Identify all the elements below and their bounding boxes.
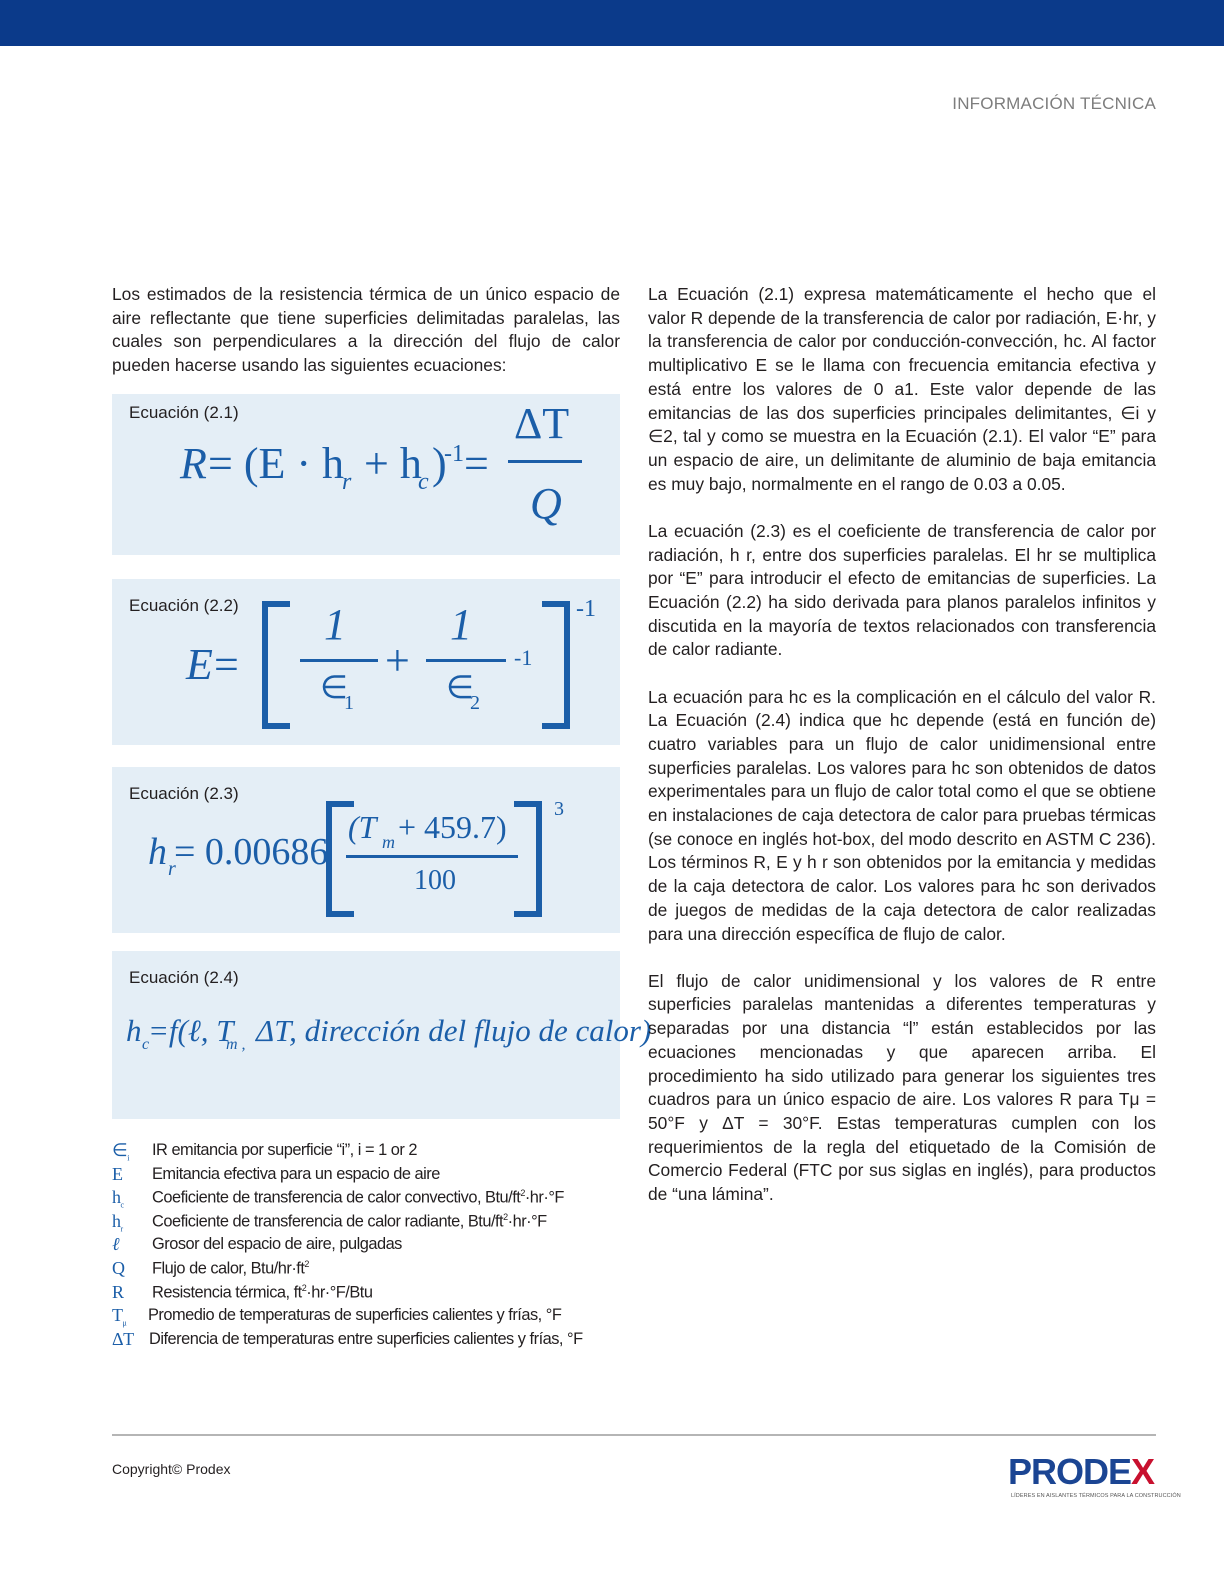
- eq2-outer-exponent: -1: [576, 596, 596, 622]
- legend-text: Promedio de temperaturas de superficies calientes y frías, °F: [148, 1306, 562, 1325]
- legend-row: [112, 1140, 632, 1164]
- logo-wordmark: PRODEX: [1008, 1451, 1155, 1492]
- intro-paragraph: Los estimados de la resistencia térmica de un único espacio de aire reflectante que tiene superficies delimitadas paralelas, las cuales son perpendiculares a la dirección del flujo de calor pueden hacerse usando las siguientes ecuaciones:: [112, 284, 620, 376]
- eq2-plus: +: [385, 636, 410, 685]
- right-column: [648, 283, 1156, 1230]
- eq4-function-rest: ΔT, dirección del flujo de calor): [256, 1013, 652, 1048]
- body-paragraph: La ecuación (2.3) es el coeficiente de transferencia de calor por radiación, h r, entre dos superficies paralelas. El hr se multiplica por “E” para introducir el efecto de emitancias de superficies. La Ecuación (2.2) ha sido derivada para planos paralelos infinitos y discutida en la mayoría de textos relacionados con transferencia de calor radiante.: [648, 520, 1156, 660]
- legend-symbol: $T_\mu$: [112, 1305, 127, 1328]
- eq4-h: h: [126, 1013, 142, 1048]
- legend-symbol: R: [112, 1281, 124, 1302]
- eq2-denominator-2-sub: 2: [470, 692, 480, 714]
- footer-divider: [112, 1434, 1156, 1436]
- eq2-denominator-1: ∈: [320, 669, 348, 705]
- eq1-sub-c: c: [418, 469, 429, 495]
- eq1-sub-r: r: [342, 469, 352, 495]
- equation-2-1-box: [112, 394, 620, 555]
- body-paragraph: El flujo de calor unidimensional y los valores de R entre superficies paralelas mantenidas a diferentes temperaturas y separadas por una distancia “l” están establecidos por las ecuaciones mencionadas y que aparecen arriba. El procedimiento ha sido utilizado para generar los siguientes tres cuadros para un único espacio de aire. Los valores R para Tμ = 50°F y ΔT = 30°F. Estas temperaturas cumplen con los requerimientos de la regla del etiquetado de la Comisión de Comercio Federal (FTC por sus siglas en inglés), para productos de “una lámina”.: [648, 970, 1156, 1205]
- legend-text: Coeficiente de transferencia de calor radiante, Btu/$ft^2\cdot hr\cdot^\circ F$: [152, 1211, 547, 1231]
- eq4-function-open: =f(ℓ, T: [148, 1013, 234, 1048]
- eq1-numerator: ΔT: [514, 399, 570, 448]
- eq2-numerator-2: 1: [450, 600, 472, 649]
- eq1-plus: + h: [364, 439, 422, 488]
- eq1-equals: =: [464, 439, 489, 488]
- legend-text: Diferencia de temperaturas entre superficies calientes y frías, °F: [149, 1329, 583, 1348]
- eq1-exponent: -1: [444, 441, 464, 467]
- eq2-denominator-1-sub: 1: [344, 692, 354, 714]
- legend-symbol: ΔT: [112, 1328, 134, 1349]
- eq2-denominator-2: ∈: [446, 669, 474, 705]
- legend-text: Emitancia efectiva para un espacio de aire: [152, 1164, 440, 1183]
- legend-row: [112, 1164, 632, 1188]
- legend-text: Flujo de calor, Btu/$hr\cdot ft^2$: [152, 1258, 309, 1278]
- eq1-fraction-bar: [508, 460, 582, 463]
- eq1-lhs: R: [180, 439, 207, 488]
- eq1-denominator: Q: [530, 479, 562, 528]
- header-bar: [0, 0, 1224, 46]
- legend-symbol: $h_c$: [112, 1187, 124, 1210]
- equation-label: Ecuación (2.1): [129, 403, 239, 422]
- equation-label: Ecuación (2.2): [129, 596, 239, 615]
- eq3-lhs-sub: r: [168, 858, 176, 880]
- eq2-left-bracket: [262, 601, 290, 729]
- eq2-lhs: E: [186, 640, 213, 689]
- eq4-h-sub: c: [142, 1036, 150, 1053]
- eq3-numerator-rest: + 459.7): [398, 809, 507, 845]
- legend-symbol: Q: [112, 1257, 125, 1278]
- eq3-lhs: h: [148, 831, 167, 873]
- eq2-equals: =: [214, 640, 239, 689]
- eq3-numerator-sub: m: [382, 832, 395, 852]
- body-paragraph: La Ecuación (2.1) expresa matemáticamente el hecho que el valor R depende de la transferencia de calor por radiación, E·hr, y la transferencia de calor por conducción-convección, hc. Al factor multiplicativo E se le llama con frecuencia emitancia efectiva y está entre los valores de 0 a1. Este valor depende de las emitancias de las dos superficies principales delimitantes, ∈i y ∈2, tal y como se muestra en la Ecuación (2.1). El valor “E” para un espacio de aire, un delimitante de aluminio de baja emitancia es muy bajo, normalmente en el rango de 0.03 a 0.05.: [648, 284, 1156, 494]
- legend-symbol: $h_r$: [112, 1210, 123, 1234]
- legend-symbol: $\in_i$: [112, 1140, 129, 1163]
- equation-2-3-box: [112, 767, 620, 933]
- section-label: INFORMACIÓN TÉCNICA: [952, 94, 1156, 113]
- eq2-numerator-1: 1: [324, 600, 346, 649]
- equation-label: Ecuación (2.4): [129, 968, 239, 987]
- legend-text: Grosor del espacio de aire, pulgadas: [152, 1235, 402, 1254]
- eq1-mid: = (E · h: [208, 439, 344, 488]
- legend-symbol: E: [112, 1163, 123, 1184]
- eq3-numerator-open: (T: [348, 809, 377, 845]
- eq4-t-sub: m ,: [226, 1036, 246, 1053]
- equation-2-4-box: [112, 951, 652, 1119]
- legend-text: Resistencia térmica, $ft^2\cdot hr\cdot^\circ F$/Btu: [152, 1282, 373, 1302]
- prodex-logo: [1008, 1451, 1181, 1500]
- eq1-close: ): [432, 439, 447, 488]
- legend-row: [112, 1234, 632, 1258]
- legend-row: [112, 1282, 632, 1306]
- legend-row: [112, 1305, 632, 1329]
- legend-row: [112, 1258, 632, 1282]
- legend-symbol: ℓ: [112, 1234, 119, 1255]
- symbol-legend: [112, 1140, 632, 1352]
- legend-row: [112, 1211, 632, 1235]
- legend-row: [112, 1187, 632, 1211]
- legend-row: [112, 1329, 632, 1353]
- eq2-inner-exponent: -1: [514, 645, 533, 670]
- logo-tagline: LÍDERES EN AISLANTES TÉRMICOS PARA LA CONSTRUCCIÓN: [1011, 1493, 1181, 1499]
- eq3-denominator: 100: [414, 865, 456, 896]
- left-column: [112, 283, 620, 378]
- equation-2-2-box: [112, 579, 620, 745]
- eq2-fraction-bar-1: [300, 659, 378, 662]
- legend-text: IR emitancia por superficie “i”, i = 1 or 2: [152, 1141, 417, 1159]
- eq3-fraction-bar: [346, 855, 518, 858]
- eq2-right-bracket: [542, 601, 570, 729]
- copyright: Copyright© Prodex: [112, 1461, 231, 1477]
- legend-text: Coeficiente de transferencia de calor convectivo, Btu/$ft^2\cdot hr\cdot^\circ F$: [152, 1188, 564, 1207]
- equation-label: Ecuación (2.3): [129, 784, 239, 803]
- eq2-fraction-bar-2: [426, 659, 506, 662]
- body-paragraph: La ecuación para hc es la complicación en el cálculo del valor R. La Ecuación (2.4) indica que hc depende (está en función de) cuatro variables para un flujo de calor unidimensional entre superficies paralelas. Los valores para hc son obtenidos de datos experimentales para un flujo de calor total como el que se obtiene en instalaciones de caja detectora de calor para pruebas térmicas (se conoce en inglés hot-box, del modo descrito en ASTM C 236). Los términos R, E y h r son obtenidos por la emitancia y medidas de la caja detectora de calor. Los valores para hc son derivados de juegos de medidas de la caja detectora de calor realizadas para una dirección específica de flujo de calor.: [648, 686, 1156, 944]
- eq3-exponent: 3: [554, 798, 564, 820]
- eq3-coefficient: = 0.00686: [174, 831, 329, 873]
- eq3-right-bracket: [514, 801, 542, 917]
